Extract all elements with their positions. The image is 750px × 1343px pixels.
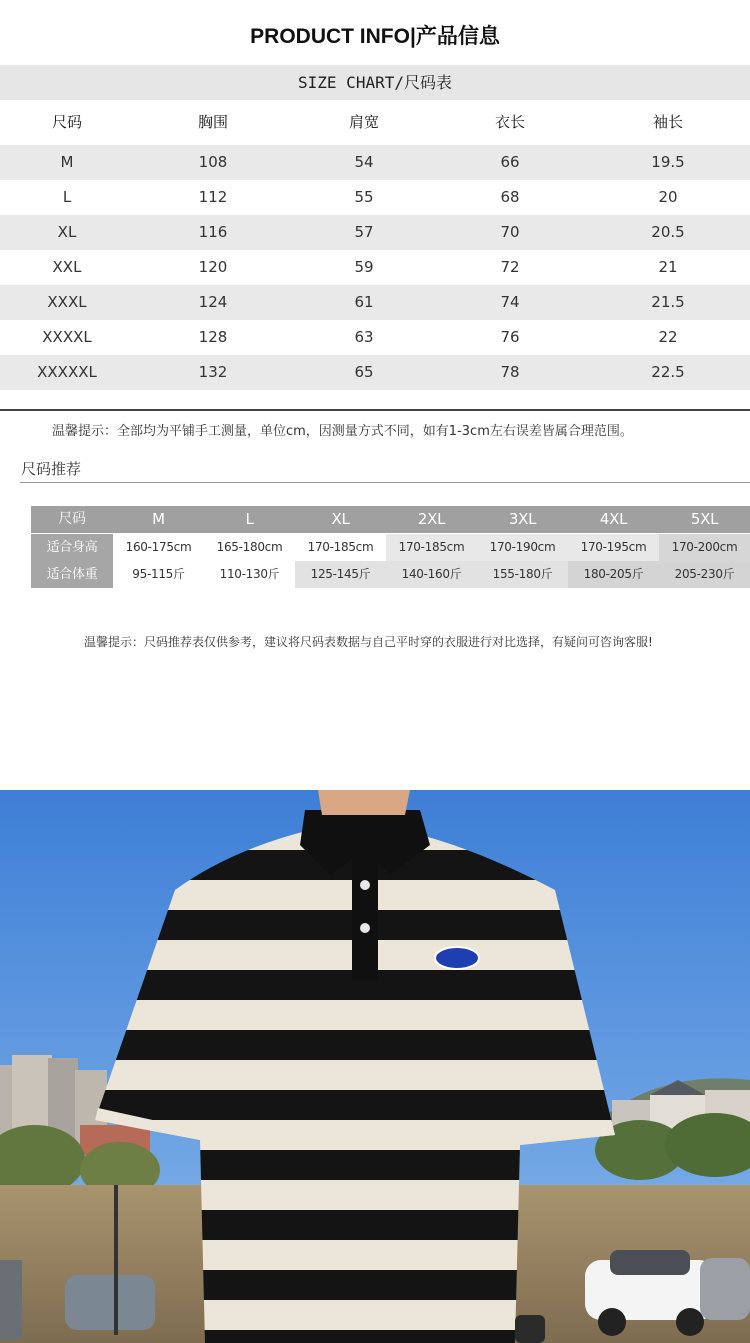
table-cell: 132	[198, 363, 228, 381]
table-cell: 95-115斤	[113, 561, 204, 588]
column-header: 衣长	[494, 113, 525, 131]
recommendation-note: 温馨提示：尺码推荐表仅供参考，建议将尺码表数据与自己平时穿的衣服进行对比选择，有疑问可咨询客服!	[84, 635, 653, 649]
table-cell: 22	[658, 328, 678, 346]
table-row	[0, 250, 750, 285]
recommendation-header-row	[31, 506, 750, 533]
table-cell: 70	[500, 223, 520, 241]
table-cell: 160-175cm	[113, 534, 204, 561]
table-cell: 205-230斤	[659, 561, 750, 588]
table-cell: 112	[198, 188, 228, 206]
table-cell: XXXXL	[42, 328, 92, 346]
table-cell: 76	[500, 328, 520, 346]
table-cell: 63	[354, 328, 374, 346]
table-cell: 170-185cm	[295, 534, 386, 561]
table-cell: 20	[658, 188, 678, 206]
column-header: 袖长	[652, 113, 683, 131]
table-cell: 57	[354, 223, 374, 241]
table-header-cell: 3XL	[477, 506, 568, 533]
table-header-cell: XL	[295, 506, 386, 533]
table-cell: XL	[57, 223, 77, 241]
table-cell: 165-180cm	[204, 534, 295, 561]
table-cell: M	[60, 153, 74, 171]
table-cell: 140-160斤	[386, 561, 477, 588]
row-label: 适合体重	[31, 561, 113, 588]
table-cell: 59	[354, 258, 374, 276]
product-photo	[0, 790, 750, 1343]
table-cell: 125-145斤	[295, 561, 386, 588]
table-row	[0, 215, 750, 250]
divider	[20, 482, 750, 483]
table-cell: 170-190cm	[477, 534, 568, 561]
recommendation-weight-row	[31, 561, 750, 588]
size-recommendation-title: 尺码推荐	[21, 460, 82, 478]
table-cell: L	[62, 188, 72, 206]
size-chart-header	[0, 105, 750, 140]
table-cell: 74	[500, 293, 520, 311]
table-cell: 124	[198, 293, 228, 311]
table-cell: 20.5	[651, 223, 685, 241]
table-row	[0, 145, 750, 180]
table-cell: 55	[354, 188, 374, 206]
table-header-cell: 5XL	[659, 506, 750, 533]
column-header: 胸围	[197, 113, 228, 131]
table-row	[0, 355, 750, 390]
table-cell: 19.5	[651, 153, 685, 171]
row-label: 适合身高	[31, 534, 113, 561]
table-cell: 78	[500, 363, 520, 381]
table-cell: XXL	[52, 258, 82, 276]
table-row	[0, 320, 750, 355]
table-header-cell: 尺码	[31, 506, 113, 533]
table-cell: 65	[354, 363, 374, 381]
table-cell: 155-180斤	[477, 561, 568, 588]
table-cell: XXXXXL	[37, 363, 97, 381]
column-header: 尺码	[51, 113, 82, 131]
page-title: PRODUCT INFO|产品信息	[250, 25, 500, 48]
table-cell: 170-195cm	[568, 534, 659, 561]
size-recommendation-table	[31, 506, 750, 588]
recommendation-height-row	[31, 534, 750, 561]
table-cell: XXXL	[47, 293, 87, 311]
table-row	[0, 285, 750, 320]
table-cell: 68	[500, 188, 520, 206]
table-cell: 22.5	[651, 363, 685, 381]
size-chart-title: SIZE CHART/尺码表	[0, 65, 750, 100]
measurement-note: 温馨提示：全部均为平铺手工测量，单位cm，因测量方式不同，如有1-3cm左右误差皆属合理范围。	[52, 424, 633, 439]
table-cell: 128	[198, 328, 228, 346]
table-cell: 110-130斤	[204, 561, 295, 588]
table-cell: 116	[198, 223, 228, 241]
table-cell: 21.5	[651, 293, 685, 311]
table-cell: 170-200cm	[659, 534, 750, 561]
table-header-cell: 4XL	[568, 506, 659, 533]
table-cell: 66	[500, 153, 520, 171]
table-header-cell: 2XL	[386, 506, 477, 533]
table-cell: 108	[198, 153, 228, 171]
table-row	[0, 180, 750, 215]
column-header: 肩宽	[348, 113, 379, 131]
table-cell: 120	[198, 258, 228, 276]
table-cell: 54	[354, 153, 374, 171]
table-cell: 61	[354, 293, 374, 311]
table-cell: 72	[500, 258, 520, 276]
table-header-cell: L	[204, 506, 295, 533]
table-header-cell: M	[113, 506, 204, 533]
table-cell: 21	[658, 258, 678, 276]
table-cell: 170-185cm	[386, 534, 477, 561]
divider	[0, 409, 750, 411]
table-cell: 180-205斤	[568, 561, 659, 588]
